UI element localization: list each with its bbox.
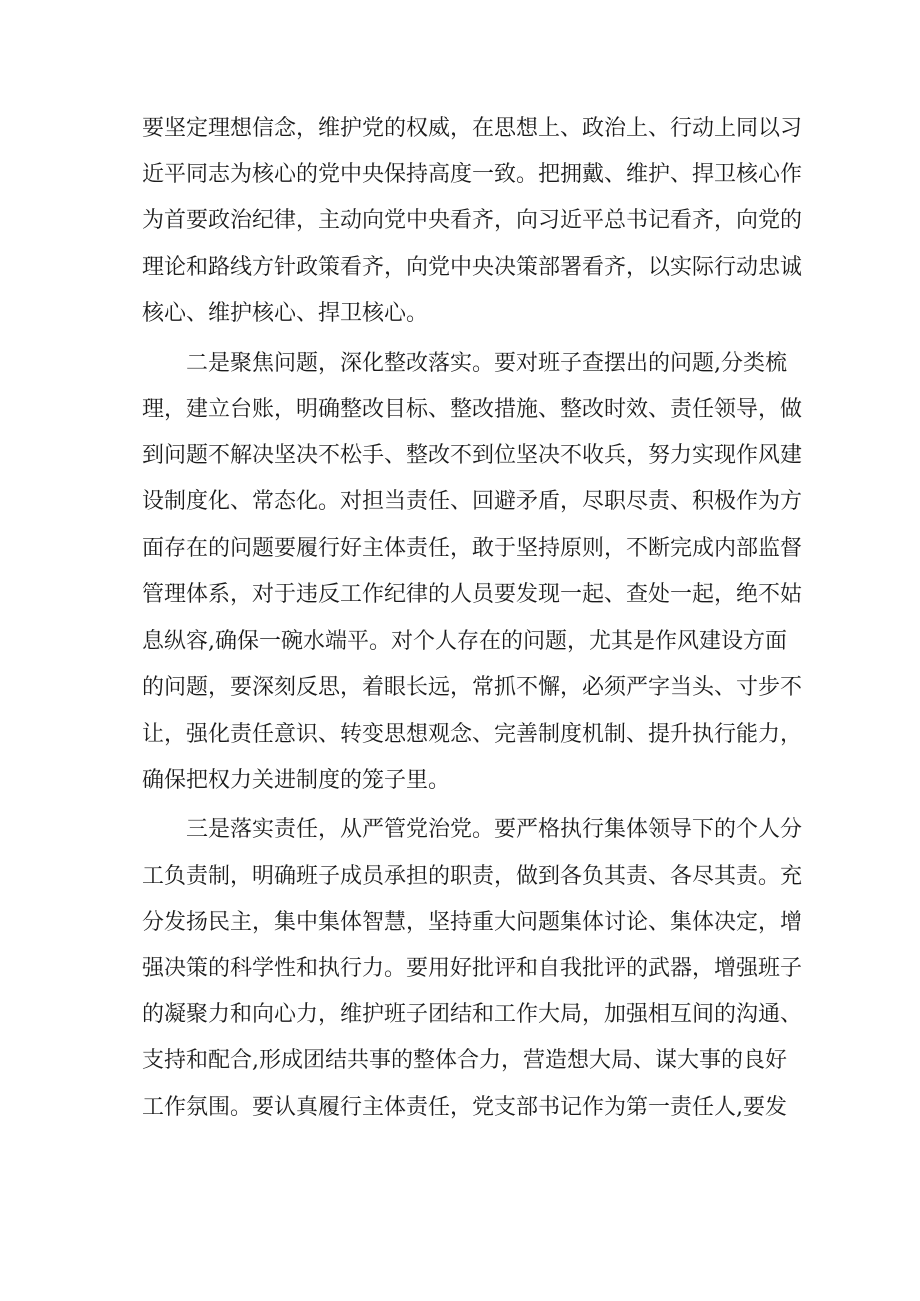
text-line: 近平同志为核心的党中央保持高度一致。把拥戴、维护、捍卫核心作 — [142, 162, 803, 187]
paragraph-start-line: 二是聚焦问题，深化整改落实。要对班子查摆出的问题,分类梳 — [186, 351, 787, 376]
text-line: 的问题，要深刻反思，着眼长远，常抓不懈，必须严字当头、寸步不 — [142, 675, 803, 700]
text-line: 为首要政治纪律，主动向党中央看齐，向习近平总书记看齐，向党的 — [142, 208, 803, 233]
text-line: 设制度化、常态化。对担当责任、回避矛盾，尽职尽责、积极作为方 — [142, 489, 803, 514]
text-line: 的凝聚力和向心力，维护班子团结和工作大局，加强相互间的沟通、 — [142, 1002, 803, 1027]
text-line: 面存在的问题要履行好主体责任，敢于坚持原则，不断完成内部监督 — [142, 536, 803, 561]
text-line: 支持和配合,形成团结共事的整体合力，营造想大局、谋大事的良好 — [142, 1048, 787, 1073]
text-line: 工作氛围。要认真履行主体责任，党支部书记作为第一责任人,要发 — [142, 1095, 787, 1120]
text-line: 分发扬民主，集中集体智慧，坚持重大问题集体讨论、集体决定，增 — [142, 910, 803, 935]
text-line: 管理体系，对于违反工作纪律的人员要发现一起、查处一起，绝不姑 — [142, 582, 803, 607]
text-line: 确保把权力关进制度的笼子里。 — [142, 768, 451, 793]
text-line: 核心、维护核心、捍卫核心。 — [142, 301, 429, 326]
paragraph-start-line: 三是落实责任，从严管党治党。要严格执行集体领导下的个人分 — [186, 817, 803, 842]
text-line: 让，强化责任意识、转变思想观念、完善制度机制、提升执行能力， — [142, 722, 803, 747]
text-line: 理论和路线方针政策看齐，向党中央决策部署看齐，以实际行动忠诚 — [142, 255, 803, 280]
text-line: 到问题不解决坚决不松手、整改不到位坚决不收兵，努力实现作风建 — [142, 443, 803, 468]
text-line: 要坚定理想信念，维护党的权威，在思想上、政治上、行动上同以习 — [142, 116, 803, 141]
text-line: 息纵容,确保一碗水端平。对个人存在的问题，尤其是作风建设方面 — [142, 629, 787, 654]
text-line: 理，建立台账，明确整改目标、整改措施、整改时效、责任领导，做 — [142, 397, 803, 422]
text-line: 强决策的科学性和执行力。要用好批评和自我批评的武器，增强班子 — [142, 956, 803, 981]
text-line: 工负责制，明确班子成员承担的职责，做到各负其责、各尽其责。充 — [142, 864, 803, 889]
